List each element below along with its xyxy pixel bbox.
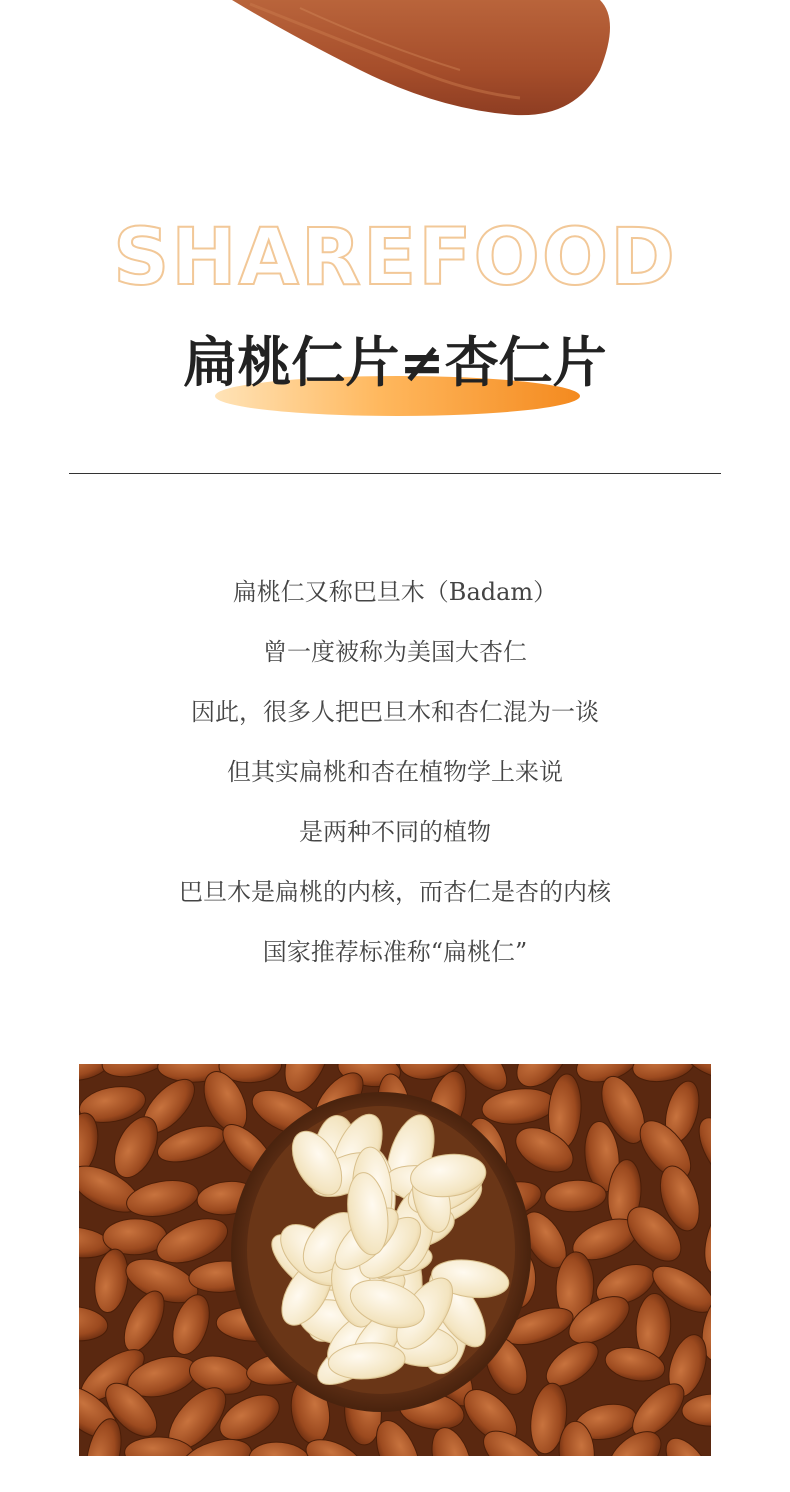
brand-wordmark: SHAREFOOD bbox=[113, 213, 677, 303]
description-line: 扁桃仁又称巴旦木（Badam） bbox=[232, 578, 558, 606]
description-line: 但其实扁桃和杏在植物学上来说 bbox=[227, 758, 563, 786]
almond-biscuit-image bbox=[0, 0, 790, 130]
description-line: 国家推荐标准称“扁桃仁” bbox=[262, 938, 528, 966]
sliced-almonds-bowl-image bbox=[79, 1064, 711, 1456]
page-title: 扁桃仁片≠杏仁片 bbox=[183, 331, 607, 394]
description-line: 巴旦木是扁桃的内核，而杏仁是杏的内核 bbox=[179, 878, 611, 906]
title-block bbox=[0, 320, 790, 420]
description-line: 曾一度被称为美国大杏仁 bbox=[263, 638, 527, 666]
section-divider bbox=[69, 473, 721, 474]
description-text bbox=[0, 562, 790, 982]
description-line: 因此，很多人把巴旦木和杏仁混为一谈 bbox=[191, 698, 599, 726]
description-line: 是两种不同的植物 bbox=[299, 818, 491, 846]
